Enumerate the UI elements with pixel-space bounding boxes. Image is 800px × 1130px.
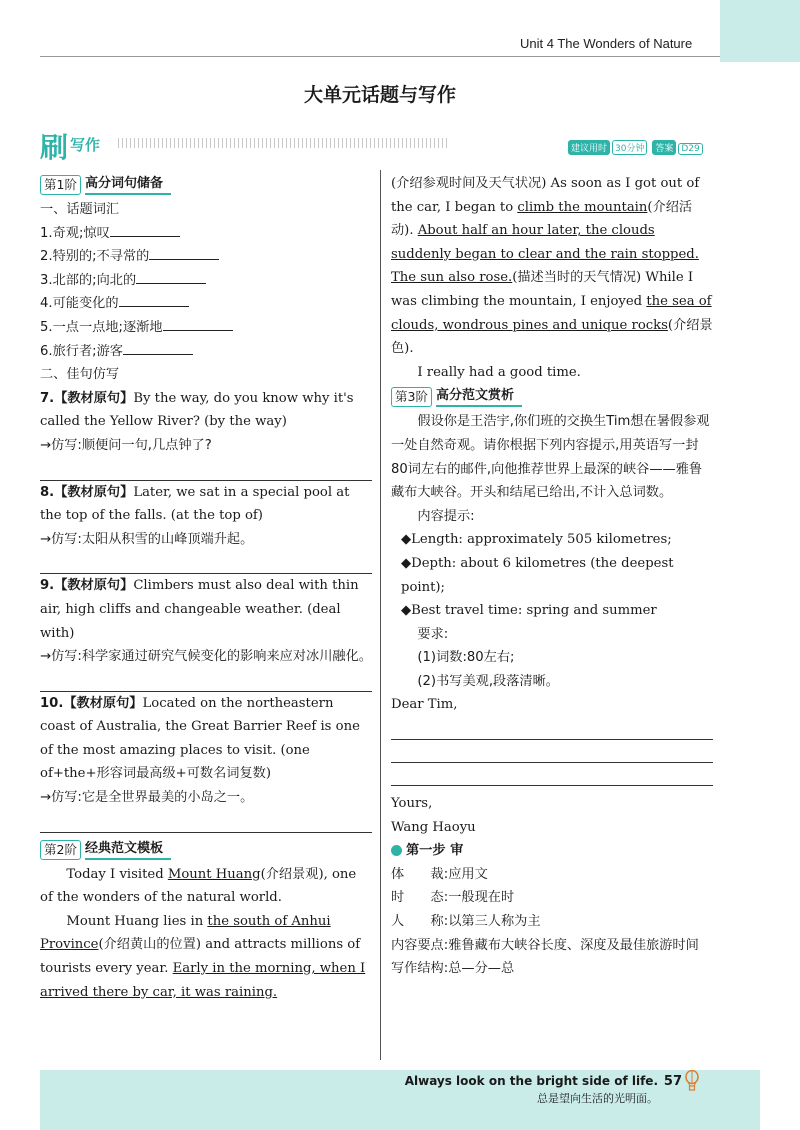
analysis-row: 写作结构:总—分—总: [391, 961, 515, 977]
template-paragraph-3: I really had a good time.: [417, 364, 581, 380]
analysis-row: 内容要点:雅鲁藏布大峡谷长度、深度及最佳旅游时间: [391, 937, 699, 953]
vocab-heading: 一、话题词汇: [40, 202, 120, 217]
banner-logo: 刷: [40, 131, 69, 164]
template-paragraph-2a: Mount Huang lies in the south of Anhui Province(介绍黄山的位置) and attracts millions of tourists every year. Early in the morning, when I arrived there by car, it was raining.: [40, 913, 366, 1000]
imitation-heading: 二、佳句仿写: [40, 367, 120, 383]
requirements-label: 要求:: [417, 626, 449, 642]
writing-prompt: 假设你是王浩宇,你们班的交换生Tim想在暑假参观一处自然奇观。请你根据下列内容提示,用英语写一封80词左右的邮件,向他推荐世界上最深的峡谷——雅鲁藏布大峡谷。开头和结尾已给出,不计入总词数。: [391, 414, 710, 501]
imitation-item: 10.【教材原句】Located on the northeastern coast of Australia, the Great Barrier Reef is one of the most amazing places to visit. (one of+the+形容词最高级+可数名词复数) →仿写:它是全世界最美的小岛之一。: [40, 692, 372, 833]
balloon-icon: [684, 1070, 700, 1092]
unit-header: Unit 4 The Wonders of Nature: [520, 36, 693, 51]
answer-line[interactable]: [391, 763, 713, 786]
page-title: 大单元话题与写作: [303, 84, 456, 106]
template-paragraph-2b: (介绍参观时间及天气状况) As soon as I got out of the car, I began to climb the mountain(介绍活动). About half an hour later, the clouds suddenly began to clear and the rain stopped. The sun also rose.(描述当时的天气情况) While I was climbing the mountain, I enjoyed the sea of clouds, wondrous pines and unique rocks(介绍景色).: [391, 176, 713, 357]
content-bullet: ◆Length: approximately 505 kilometres;: [401, 532, 672, 548]
answer-blank[interactable]: [149, 245, 219, 260]
analysis-row: 时 态:一般现在时: [391, 890, 515, 906]
imitation-item: 7.【教材原句】By the way, do you know why it's called the Yellow River? (by the way) →仿写:顺便问一句,几点钟了?: [40, 387, 372, 481]
analysis-row: 体 裁:应用文: [391, 866, 488, 882]
banner-label: 写作: [70, 136, 101, 154]
answer-blank[interactable]: [110, 222, 180, 237]
section3-header: [391, 386, 713, 408]
footer-band: [40, 1070, 760, 1130]
banner-dots: [118, 138, 448, 148]
header-band: [0, 0, 800, 62]
section1-tag: 第1阶: [40, 175, 81, 195]
content-label: 内容提示:: [417, 508, 475, 524]
answer-blank[interactable]: [136, 269, 206, 284]
section1-header: [40, 174, 372, 196]
answer-label: 答案: [652, 140, 676, 155]
template-paragraph-1: Today I visited Mount Huang(介绍景观), one of the wonders of the natural world.: [40, 866, 357, 906]
analysis-row: 人 称:以第三人称为主: [391, 914, 541, 930]
answer-line[interactable]: [40, 669, 372, 692]
header-divider: [40, 56, 720, 57]
answer-blank[interactable]: [123, 340, 193, 355]
time-value: 30分钟: [612, 140, 647, 155]
section3-title: 高分范文赏析: [436, 387, 522, 407]
column-divider: [380, 170, 381, 1060]
answer-line[interactable]: [40, 551, 372, 574]
step-heading: 第一步 审: [391, 839, 713, 863]
time-label: 建议用时: [568, 140, 610, 155]
vocab-item: 2.特别的;不寻常的: [40, 245, 372, 269]
answer-line[interactable]: [391, 717, 713, 740]
header-accent-block: [720, 0, 800, 62]
answer-line[interactable]: [40, 458, 372, 481]
section2-title: 经典范文模板: [85, 840, 171, 860]
section2-tag: 第2阶: [40, 840, 81, 860]
motto-chinese: 总是望向生活的光明面。: [537, 1092, 658, 1105]
section3-tag: 第3阶: [391, 387, 432, 407]
page-number: 57: [663, 1074, 682, 1089]
section2-header: [40, 839, 372, 861]
letter-closing: Yours,: [391, 796, 433, 812]
left-column: [40, 172, 372, 1004]
time-tag: [568, 140, 705, 155]
imitation-item: 9.【教材原句】Climbers must also deal with thin air, high cliffs and changeable weather. (deal with) →仿写:科学家通过研究气候变化的影响来应对冰川融化。: [40, 574, 372, 691]
answer-blank[interactable]: [163, 316, 233, 331]
imitation-item: 8.【教材原句】Later, we sat in a special pool at the top of the falls. (at the top of) →仿写:太阳从积雪的山峰顶端升起。: [40, 481, 372, 575]
section1-title: 高分词句储备: [85, 175, 171, 195]
vocab-item: 5.一点一点地;逐渐地: [40, 316, 372, 340]
answer-blank[interactable]: [119, 292, 189, 307]
content-bullet: ◆Depth: about 6 kilometres (the deepest point);: [401, 555, 674, 595]
content-bullet: ◆Best travel time: spring and summer: [401, 603, 657, 619]
answer-page: D29: [678, 143, 702, 155]
vocab-item: 3.北部的;向北的: [40, 269, 372, 293]
vocab-item: 1.奇观;惊叹: [40, 222, 372, 246]
answer-line[interactable]: [40, 810, 372, 833]
right-column: [391, 172, 713, 981]
answer-line[interactable]: [391, 740, 713, 763]
requirement-item: (2)书写美观,段落清晰。: [417, 673, 559, 689]
vocab-item: 4.可能变化的: [40, 292, 372, 316]
requirement-item: (1)词数:80左右;: [417, 650, 515, 666]
motto-english: Always look on the bright side of life.: [404, 1074, 658, 1088]
writing-banner: [40, 126, 730, 164]
letter-signature: Wang Haoyu: [391, 819, 476, 835]
footer-motto: [405, 1074, 658, 1106]
step-icon: [391, 845, 402, 856]
letter-greeting: Dear Tim,: [391, 697, 458, 713]
vocab-item: 6.旅行者;游客: [40, 340, 372, 364]
